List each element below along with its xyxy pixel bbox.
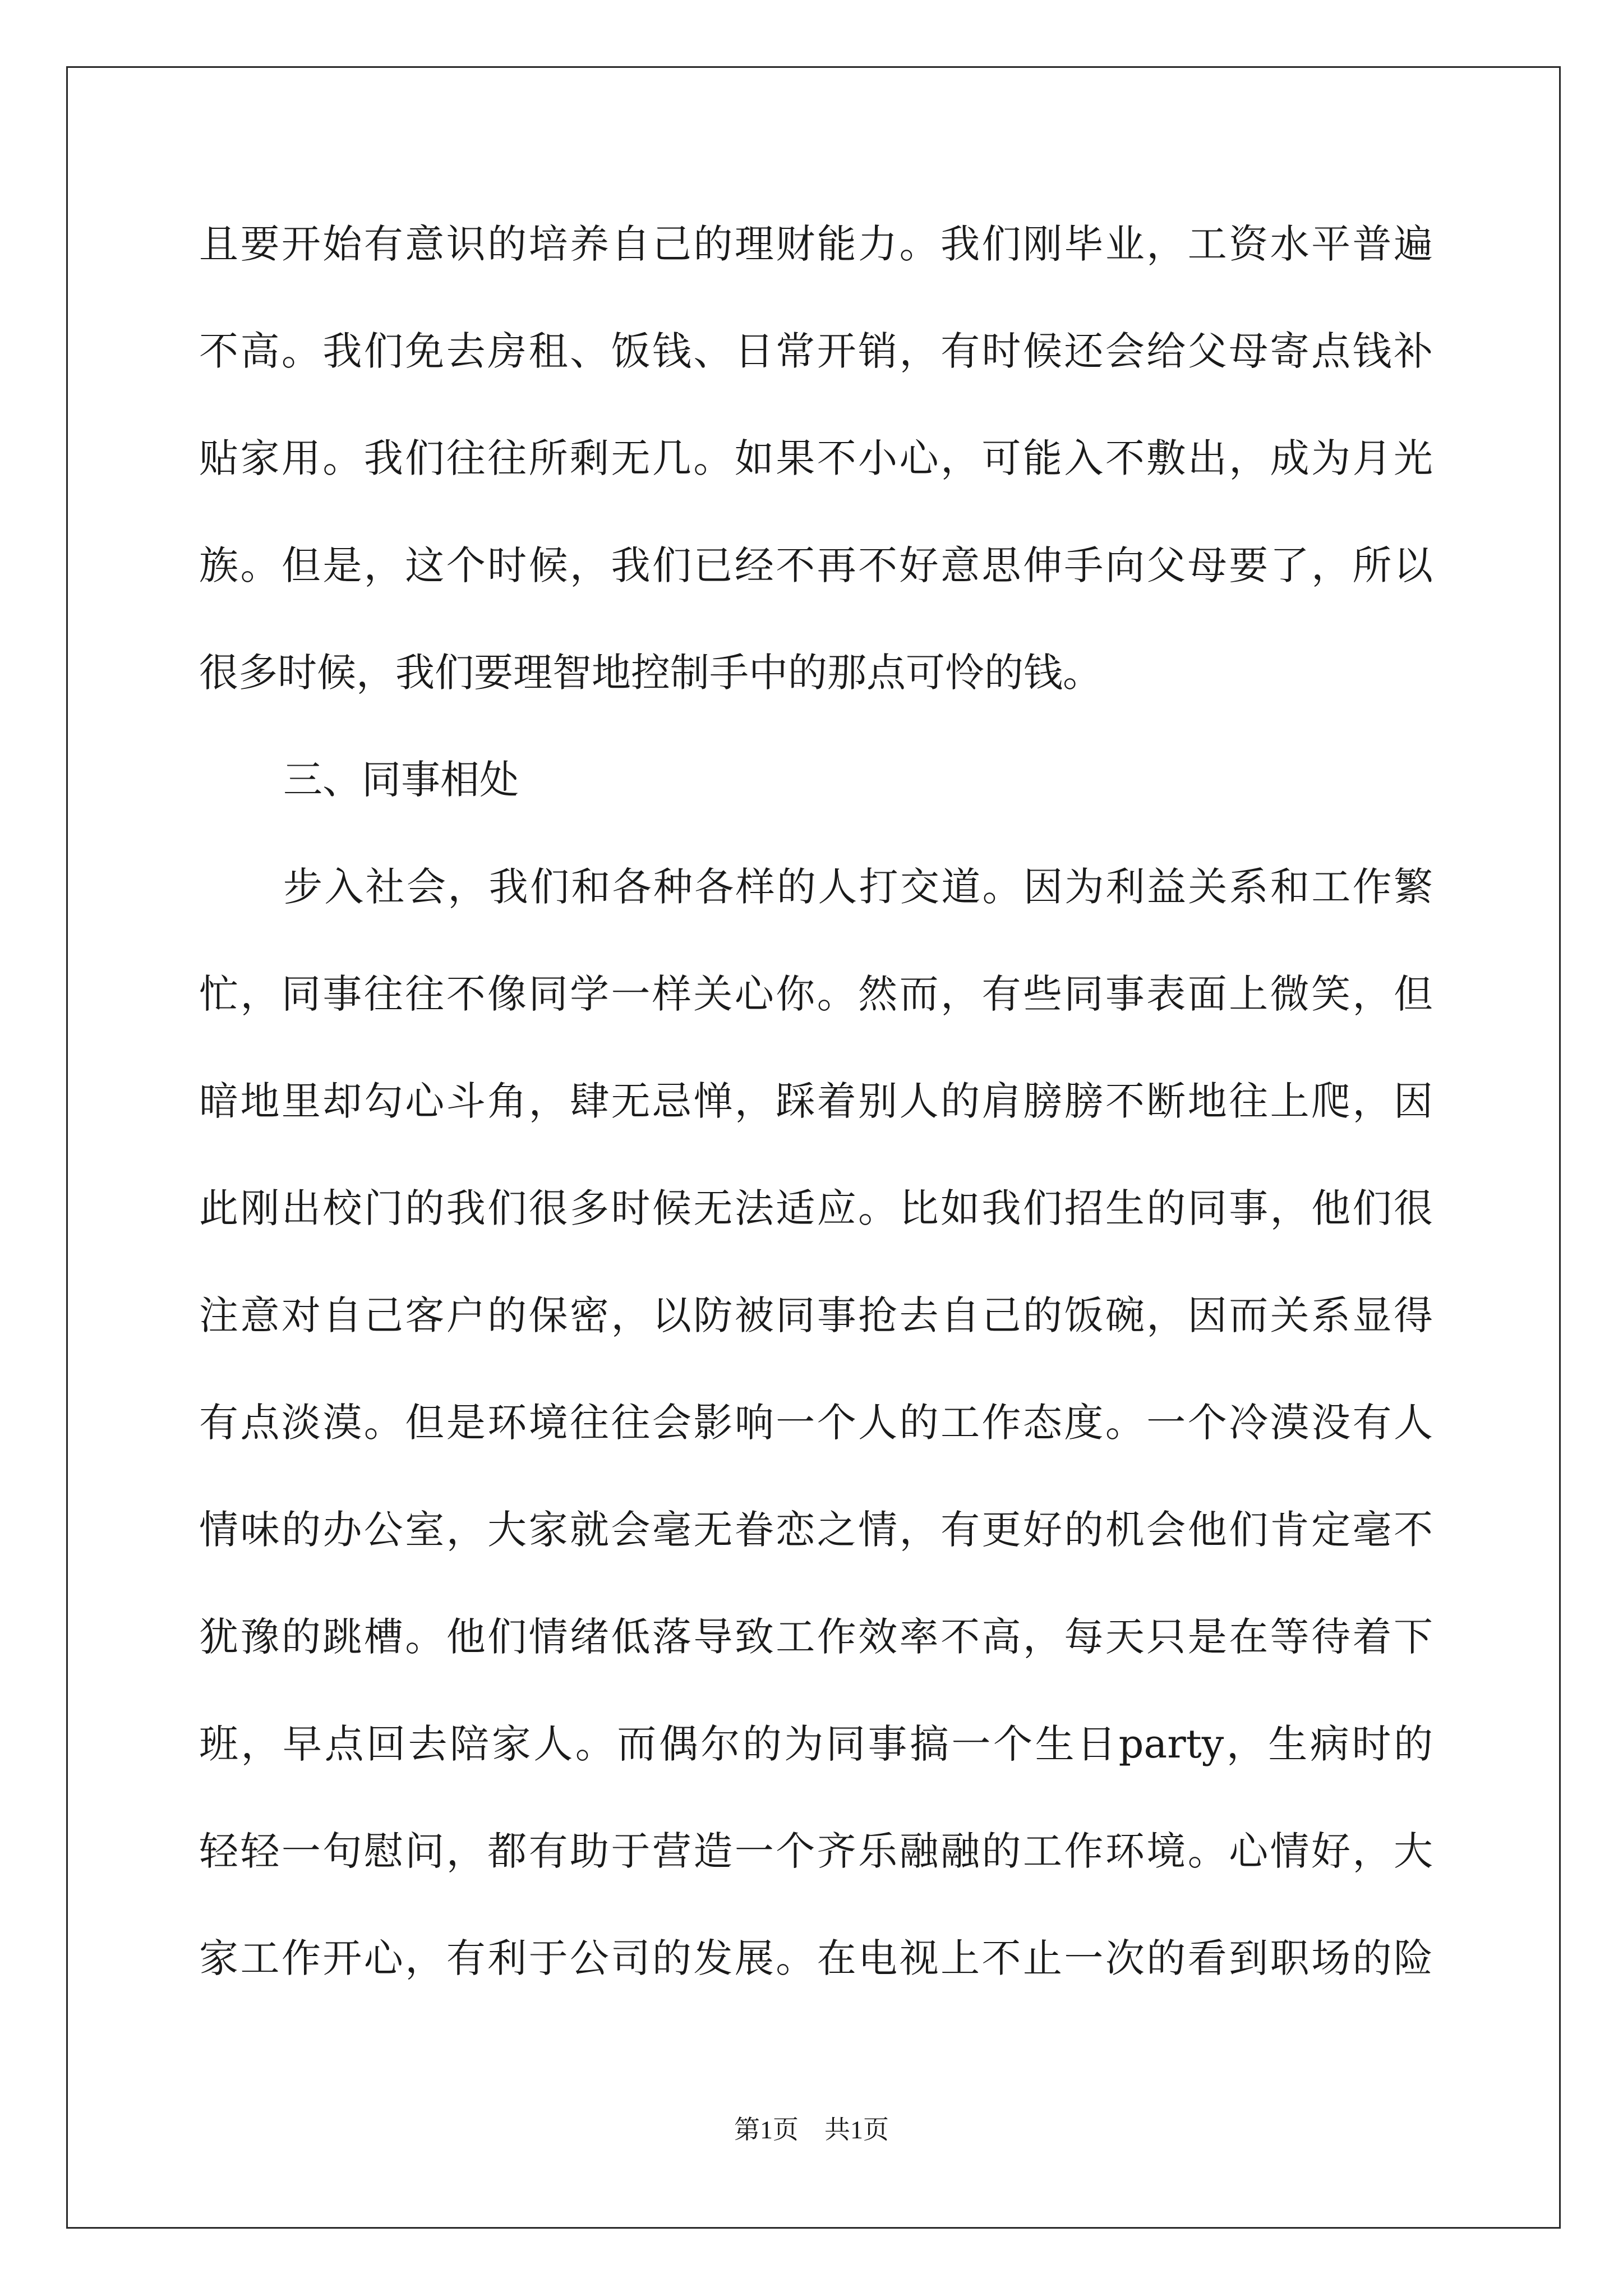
paragraph-colleagues xyxy=(199,834,1433,2012)
text-line: 注意对自己客户的保密，以防被同事抢去自己的饭碗，因而关系显得 xyxy=(199,1292,1433,1338)
text-line: 不高。我们免去房租、饭钱、日常开销，有时候还会给父母寄点钱补 xyxy=(199,328,1433,374)
text-line: 且要开始有意识的培养自己的理财能力。我们刚毕业，工资水平普遍 xyxy=(199,221,1433,267)
paragraph-finance xyxy=(199,191,1433,726)
text-line: 步入社会，我们和各种各样的人打交道。因为利益关系和工作繁 xyxy=(283,864,1433,910)
text-line: 此刚出校门的我们很多时候无法适应。比如我们招生的同事，他们很 xyxy=(199,1185,1433,1231)
text-line: 有点淡漠。但是环境往往会影响一个人的工作态度。一个冷漠没有人 xyxy=(199,1400,1433,1446)
page-number: 第1页 共1页 xyxy=(734,2115,889,2144)
text-line: 很多时候，我们要理智地控制手中的那点可怜的钱。 xyxy=(199,650,1102,696)
text-line: 轻轻一句慰问，都有助于营造一个齐乐融融的工作环境。心情好，大 xyxy=(199,1828,1433,1874)
text-line: 班，早点回去陪家人。而偶尔的为同事搞一个生日party，生病时的 xyxy=(199,1721,1433,1767)
text-line: 家工作开心，有利于公司的发展。在电视上不止一次的看到职场的险 xyxy=(199,1935,1433,1981)
document-body xyxy=(199,191,1433,2012)
page-footer xyxy=(0,2109,1623,2146)
text-line: 犹豫的跳槽。他们情绪低落导致工作效率不高，每天只是在等待着下 xyxy=(199,1614,1433,1660)
text-line: 忙，同事往往不像同学一样关心你。然而，有些同事表面上微笑，但 xyxy=(199,971,1433,1017)
text-line: 族。但是，这个时候，我们已经不再不好意思伸手向父母要了，所以 xyxy=(199,542,1433,588)
text-line: 情味的办公室，大家就会毫无眷恋之情，有更好的机会他们肯定毫不 xyxy=(199,1507,1433,1553)
text-line: 贴家用。我们往往所剩无几。如果不小心，可能入不敷出，成为月光 xyxy=(199,435,1433,481)
text-line: 暗地里却勾心斗角，肆无忌惮，踩着别人的肩膀膀不断地往上爬，因 xyxy=(199,1078,1433,1124)
section-heading: 三、同事相处 xyxy=(283,757,519,803)
